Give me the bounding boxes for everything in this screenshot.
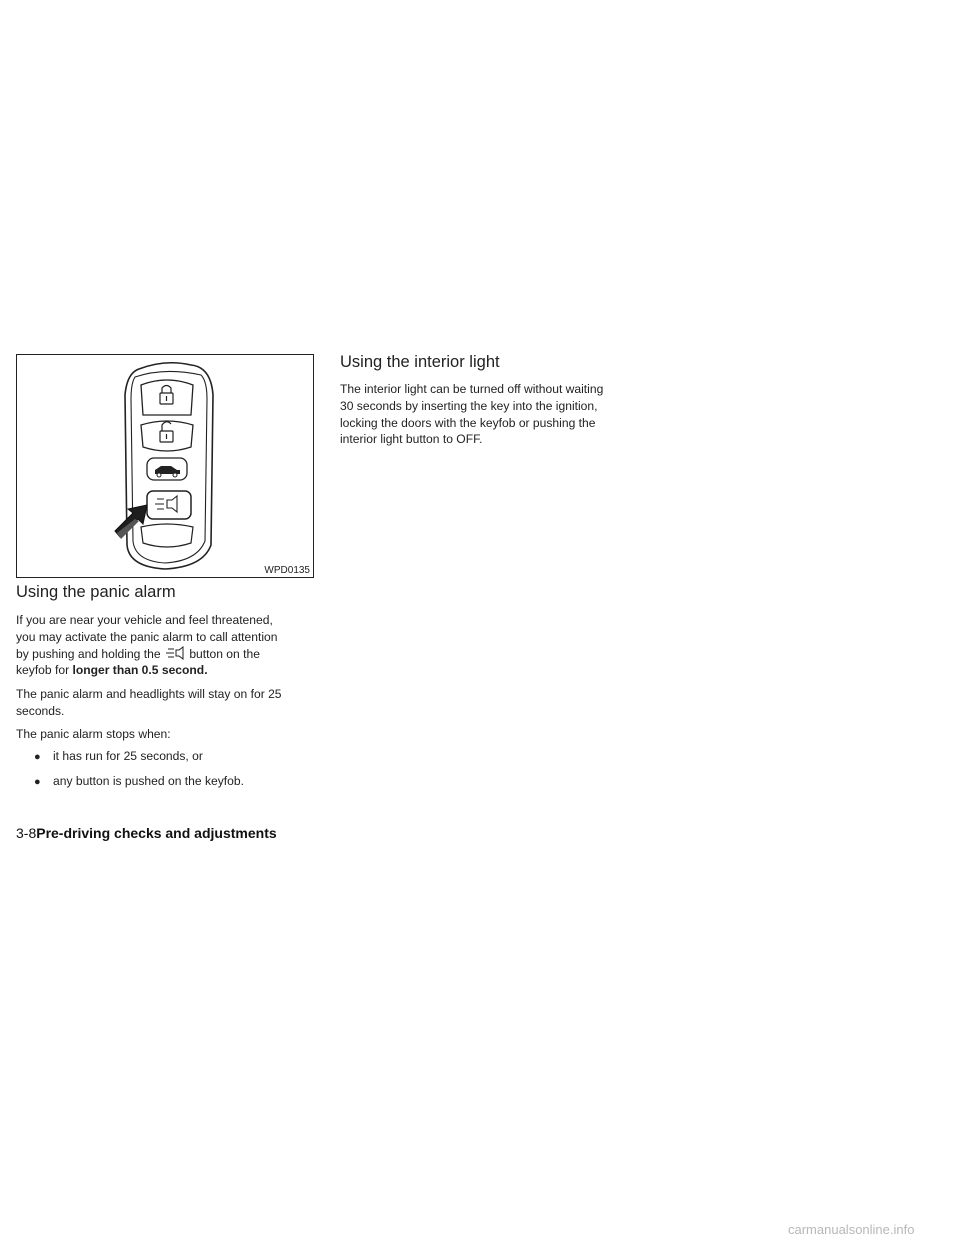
keyfob-illustration [17, 355, 314, 578]
panic-alarm-para-1: If you are near your vehicle and feel threatened, you may activate the panic alarm to call attention by pushing and holding the button on the keyfob for longer than 0.5 second. [16, 613, 278, 678]
interior-light-para: The interior light can be turned off without waiting 30 seconds by inserting the key into the ignition, locking the doors with the keyfob or pushing the interior light button to OFF. [340, 382, 604, 447]
trunk-button [147, 458, 187, 480]
lock-button [141, 380, 193, 415]
list-item: ● any button is pushed on the keyfob. [34, 774, 244, 788]
panic-horn-icon [164, 646, 186, 660]
panic-button [147, 491, 191, 519]
bullet-icon: ● [34, 751, 41, 763]
interior-light-heading: Using the interior light [340, 353, 500, 371]
panic-alarm-heading: Using the panic alarm [16, 583, 176, 601]
panic-alarm-para-2: The panic alarm and headlights will stay on for 25 seconds. [16, 687, 282, 718]
unlock-button [141, 421, 193, 451]
keyfob-figure [16, 354, 314, 578]
section-title: Pre-driving checks and adjustments [36, 825, 277, 841]
panic-alarm-para-3: The panic alarm stops when: [16, 727, 171, 741]
page-number: 3-8 [16, 825, 37, 841]
watermark: carmanualsonline.info [788, 1222, 915, 1237]
page-footer [16, 825, 277, 841]
figure-code: WPD0135 [264, 565, 310, 576]
bullet-icon: ● [34, 776, 41, 788]
list-item: ● it has run for 25 seconds, or [34, 749, 203, 763]
